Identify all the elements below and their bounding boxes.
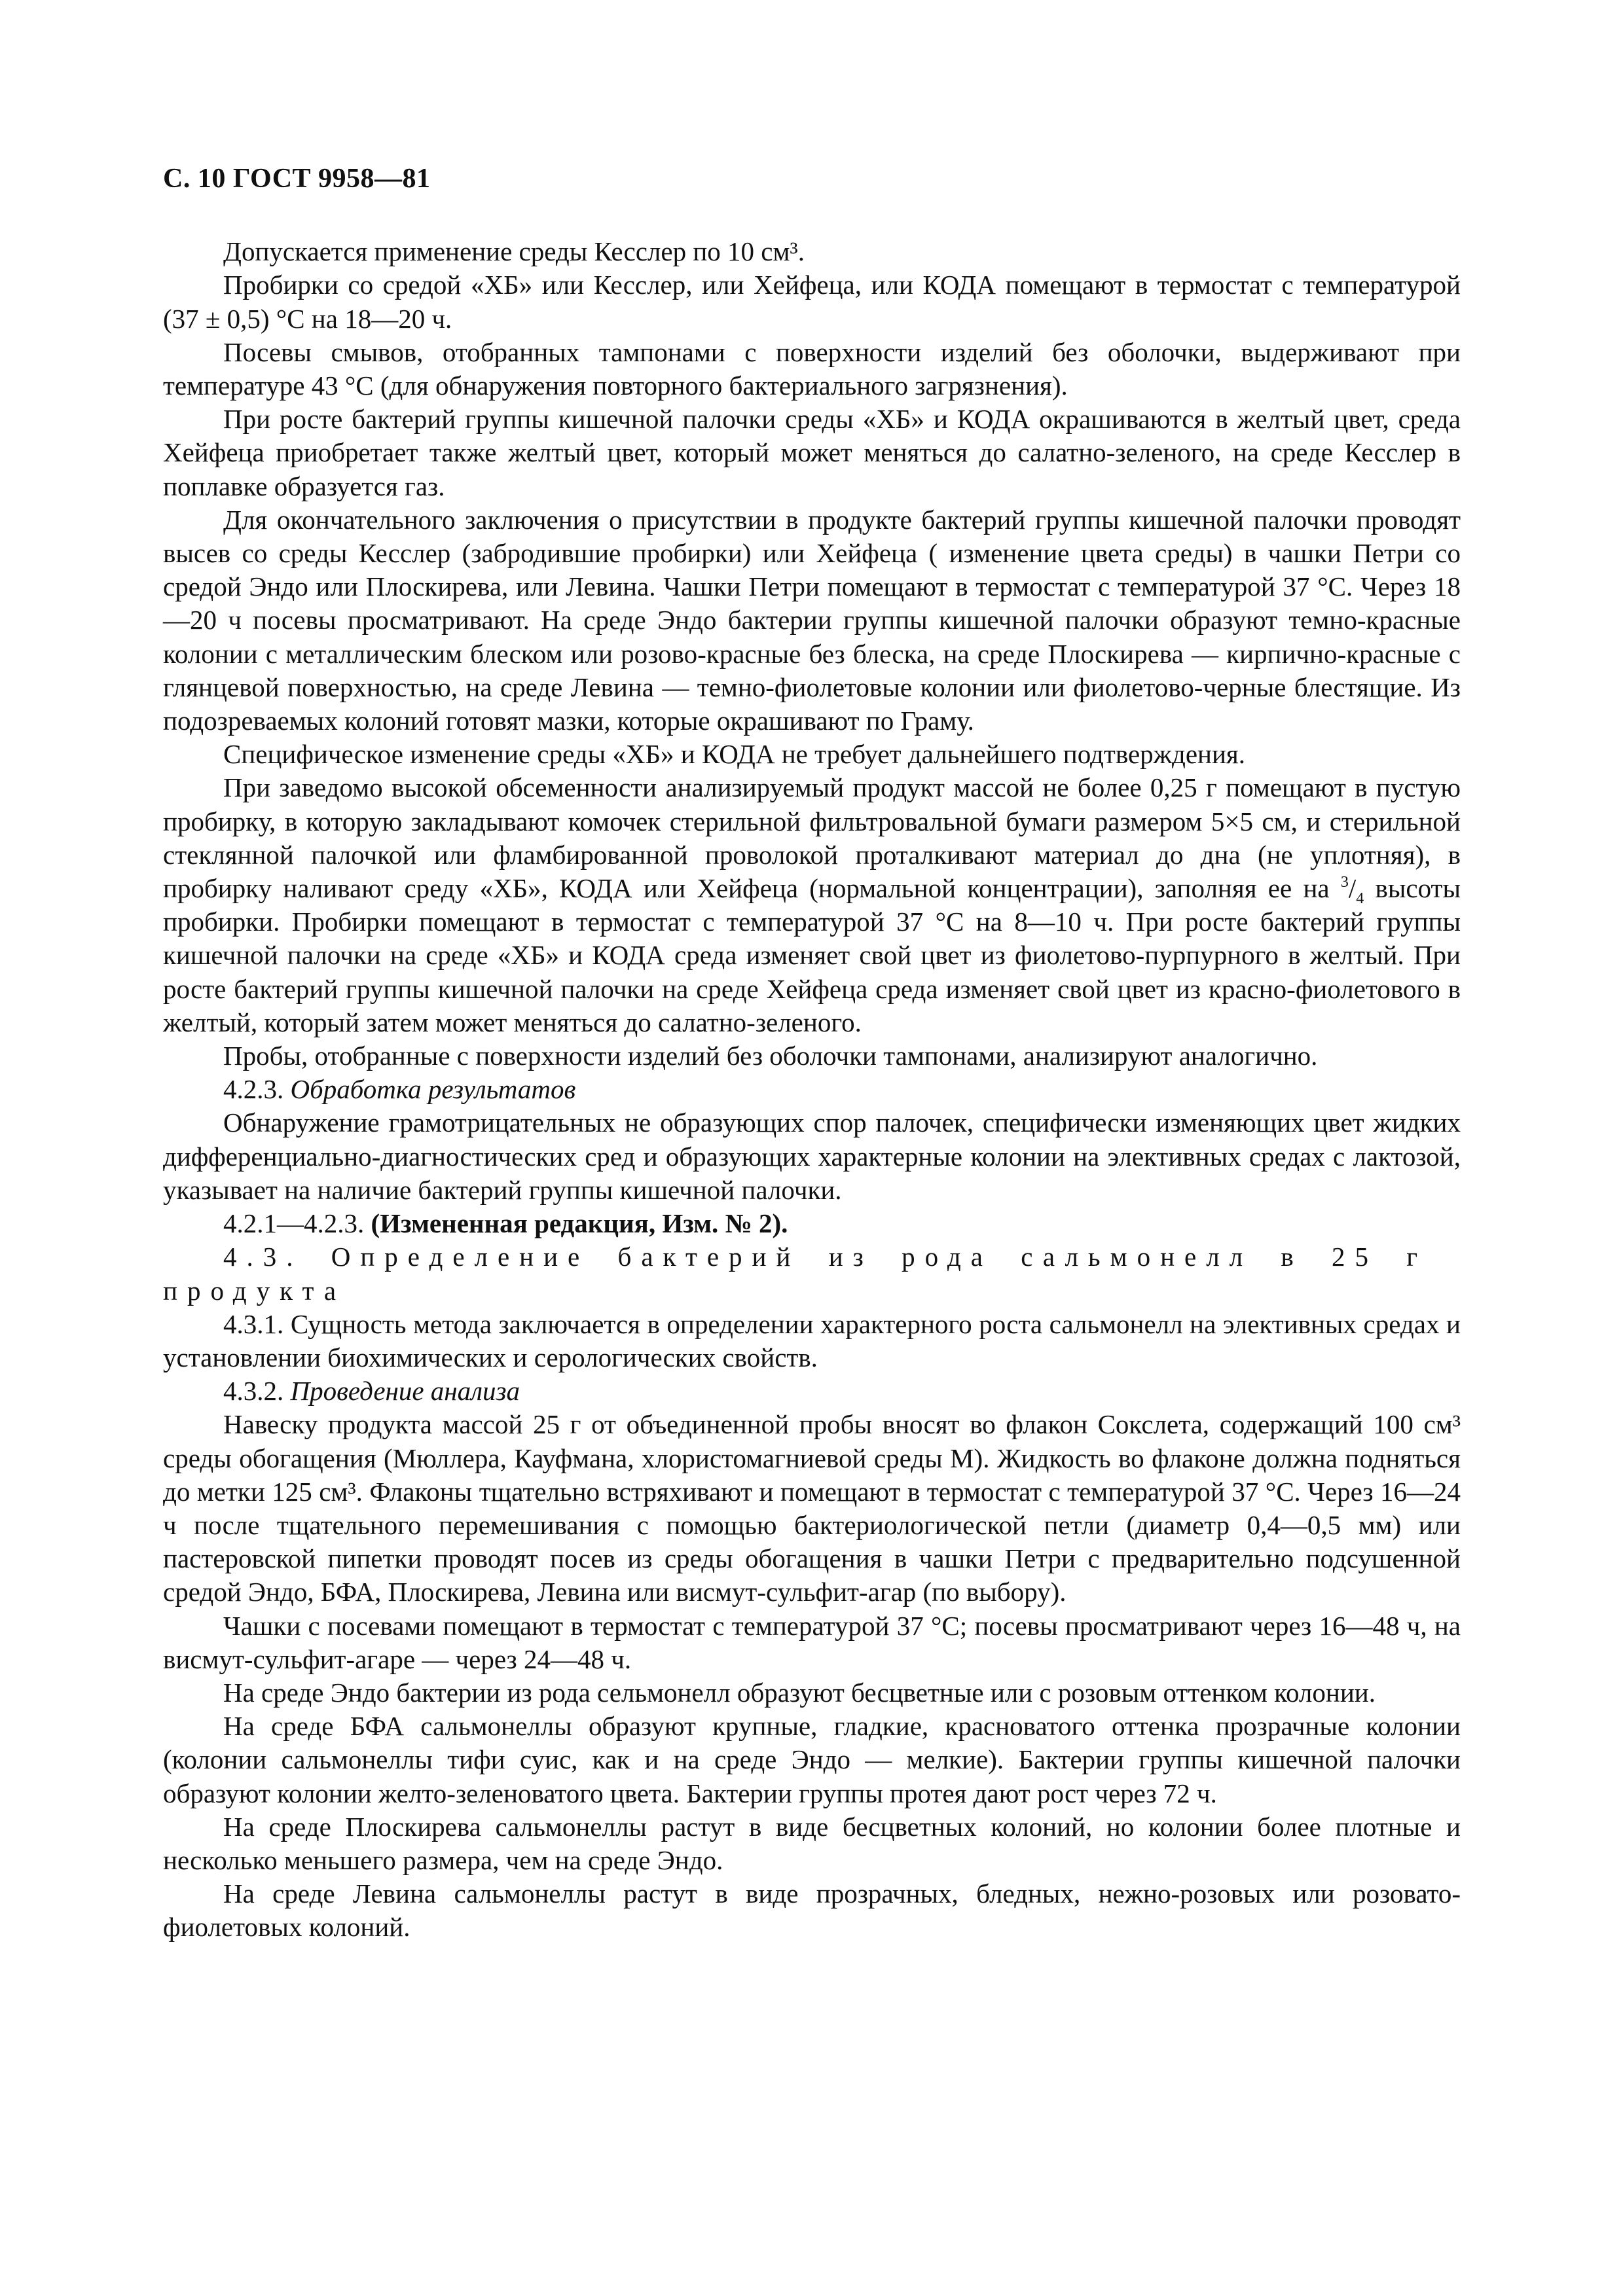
paragraph: На среде Левина сальмонеллы растут в виде прозрачных, бледных, нежно-розовых или розовато-фиолетовых колоний. [163, 1878, 1461, 1943]
paragraph: Пробы, отобранные с поверхности изделий без оболочки тампонами, анализируют аналогично. [223, 1041, 1318, 1071]
fraction: $^3/_4$ [1340, 873, 1364, 908]
paragraph: На среде БФА сальмонеллы образуют крупные, гладкие, красноватого оттенка прозрачные колонии (колонии сальмонеллы тифи суис, как и на среде Эндо — мелкие). Бактерии группы кишечной палочки образуют колонии желто-зеленоватого цвета. Бактерии группы протея дают рост через 72 ч. [163, 1711, 1461, 1808]
subsection-title: Проведение анализа [290, 1376, 520, 1407]
paragraph: 4.3.1. Сущность метода заключается в определении характерного роста сальмонелл на элективных средах и установлении биохимических и серологических свойств. [163, 1308, 1461, 1372]
paragraph-text: При заведомо высокой обсеменности анализируемый продукт массой не более 0,25 г помещают в пустую пробирку, в которую закладывают комочек стерильной фильтровальной бумаги размером 5×5 см, и стерильной стеклянной палочкой или фламбированной проволокой проталкивают материал до дна (не уплотняя), в пробирку наливают среду «ХБ», КОДА или Хейфеца (нормальной концентрации), заполняя ее на [163, 772, 1461, 904]
paragraph: Пробирки со средой «ХБ» или Кесслер, или Хейфеца, или КОДА помещают в термостат с температурой (37 ± 0,5) °С на 18—20 ч. [163, 270, 1461, 334]
amendment-text: (Измененная редакция, Изм. № 2). [371, 1208, 788, 1239]
paragraph: Навеску продукта массой 25 г от объединенной пробы вносят во флакон Сокслета, содержащий 100 см³ среды обогащения (Мюллера, Кауфмана, хлористомагниевой среды М). Жидкость во флаконе должна подняться до метки 125 см³. Флаконы тщательно встряхивают и помещают в термостат с температурой 37 °С. Через 16—24 ч после тщательного перемешивания с помощью бактериологической петли (диаметр 0,4—0,5 мм) или пастеровской пипетки проводят посев из среды обогащения в чашки Петри с предварительно подсушенной средой Эндо, БФА, Плоскирева, Левина или висмут-сульфит-агар (по выбору). [163, 1409, 1461, 1607]
document-page [163, 162, 1461, 1945]
section-heading: 4.3. Определение бактерий из рода сальмонелл в 25 г продукта [163, 1242, 1428, 1306]
paragraph: На среде Плоскирева сальмонеллы растут в виде бесцветных колоний, но колонии более плотные и несколько меньшего размера, чем на среде Эндо. [163, 1811, 1461, 1875]
subsection-title: Обработка результатов [290, 1074, 576, 1105]
amendment-range: 4.2.1—4.2.3. [223, 1208, 365, 1239]
subsection-heading [163, 1374, 1461, 1408]
subsection-number: 4.3.2. [223, 1376, 284, 1407]
subsection-heading [163, 1073, 1461, 1106]
fraction-numerator: 3 [1340, 874, 1349, 891]
page-header: С. 10 ГОСТ 9958—81 [163, 164, 431, 194]
paragraph: Специфическое изменение среды «ХБ» и КОДА не требует дальнейшего подтверждения. [223, 739, 1246, 770]
paragraph [163, 771, 1461, 1039]
paragraph: Допускается применение среды Кесслер по 10 см³. [223, 236, 805, 267]
paragraph: Посевы смывов, отобранных тампонами с поверхности изделий без оболочки, выдерживают при температуре 43 °С (для обнаружения повторного бактериального загрязнения). [163, 336, 1461, 401]
subsection-number: 4.2.3. [223, 1074, 284, 1105]
paragraph: Обнаружение грамотрицательных не образующих спор палочек, специфически изменяющих цвет жидких дифференциально-диагностических сред и образующих характерные колонии на элективных средах с лактозой, указывает на наличие бактерий группы кишечной палочки. [163, 1107, 1461, 1205]
paragraph: На среде Эндо бактерии из рода сельмонелл образуют бесцветные или с розовым оттенком колонии. [223, 1677, 1376, 1708]
paragraph-text: высоты пробирки. Пробирки помещают в термостат с температурой 37 °С на 8—10 ч. При росте бактерий группы кишечной палочки на среде «ХБ» и КОДА среда изменяет свой цвет из фиолетово-пурпурного в желтый. При росте бактерий группы кишечной палочки на среде Хейфеца среда изменяет свой цвет из красно-фиолетового в желтый, который затем может меняться до салатно-зеленого. [163, 873, 1461, 1037]
paragraph: Для окончательного заключения о присутствии в продукте бактерий группы кишечной палочки проводят высев со среды Кесслер (забродившие пробирки) или Хейфеца ( изменение цвета среды) в чашки Петри со средой Эндо или Плоскирева, или Левина. Чашки Петри помещают в термостат с температурой 37 °С. Через 18—20 ч посевы просматривают. На среде Эндо бактерии группы кишечной палочки образуют темно-красные колонии с металлическим блеском или розово-красные без блеска, на среде Плоскирева — кирпично-красные с глянцевой поверхностью, на среде Левина — темно-фиолетовые колонии или фиолетово-черные блестящие. Из подозреваемых колоний готовят мазки, которые окрашивают по Граму. [163, 504, 1461, 736]
paragraph: Чашки с посевами помещают в термостат с температурой 37 °С; посевы просматривают через 16—48 ч, на висмут-сульфит-агаре — через 24—48 ч. [163, 1610, 1461, 1674]
paragraph: При росте бактерий группы кишечной палочки среды «ХБ» и КОДА окрашиваются в желтый цвет, среда Хейфеца приобретает также желтый цвет, который может меняться до салатно-зеленого, на среде Кесслер в поплавке образуется газ. [163, 404, 1461, 501]
amendment-note [163, 1207, 1461, 1240]
fraction-denominator: 4 [1356, 890, 1364, 908]
